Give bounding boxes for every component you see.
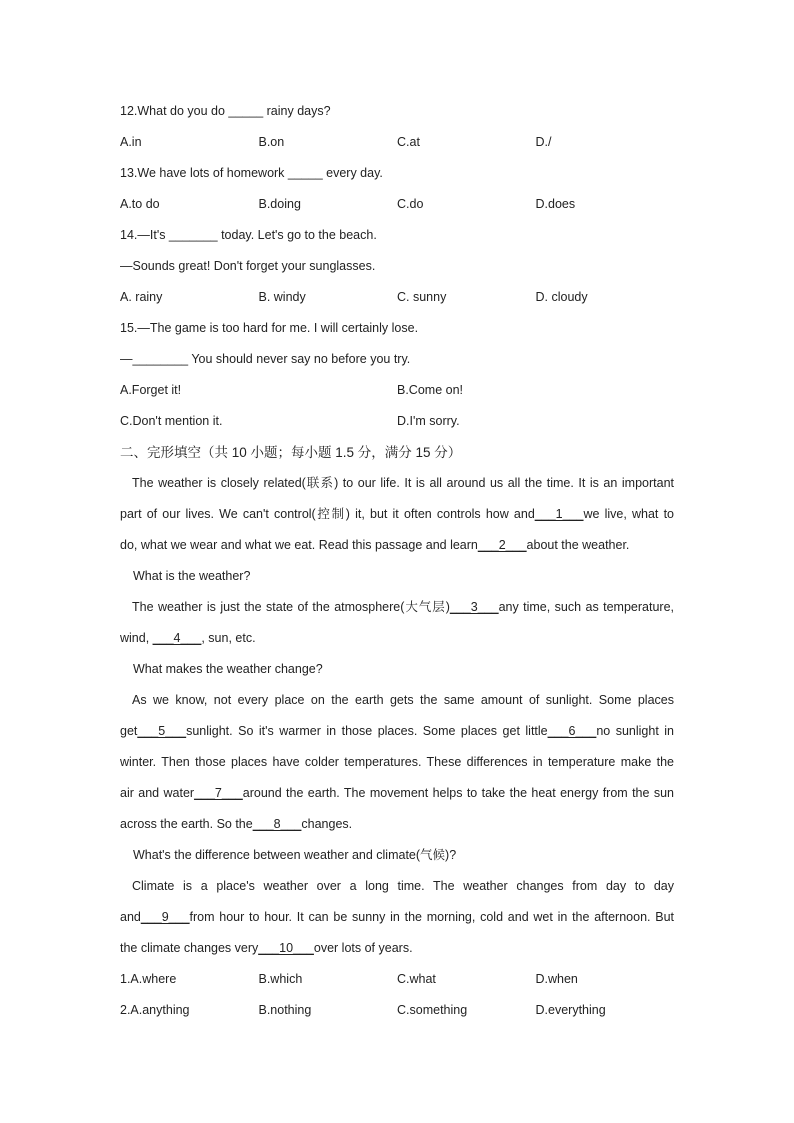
passage-line: winter. Then those places have colder temperatures. These differences in temperature make the (120, 755, 674, 769)
option-d: D. cloudy (535, 290, 588, 304)
section-2-title: 二、完形填空（共 10 小题；每小题 1.5 分，满分 15 分） (120, 445, 462, 460)
cloze-blank-6: ___6___ (547, 724, 597, 738)
question-13-stem: 13.We have lots of homework _____ every day. (120, 166, 383, 180)
passage-line (120, 592, 674, 623)
cloze-2-options (120, 995, 674, 1026)
passage-text: across the earth. So the (120, 817, 253, 831)
option-b: B.Come on! (397, 383, 464, 397)
passage-text: the climate changes very (120, 941, 259, 955)
passage-text: The weather is just the state of the atmosphere(大气层) (132, 600, 450, 614)
exam-page (120, 96, 674, 1026)
option-c: C.do (397, 197, 424, 211)
passage-text: sunlight. So it's warmer in those places. Some places get little (186, 724, 548, 738)
question-14-stem: 14.—It's _______ today. Let's go to the beach. (120, 228, 377, 242)
question-14-reply: —Sounds great! Don't forget your sunglasses. (120, 259, 376, 273)
passage-text: do, what we wear and what we eat. Read this passage and learn (120, 538, 478, 552)
passage-subheading: What makes the weather change? (133, 662, 323, 676)
passage-text: air and water (120, 786, 195, 800)
cloze-blank-5: ___5___ (137, 724, 187, 738)
passage-line (120, 902, 674, 933)
option-a: 2.A.anything (120, 1003, 190, 1017)
option-a: A. rainy (120, 290, 163, 304)
question-14-options (120, 282, 674, 313)
option-d: D.I'm sorry. (397, 414, 460, 428)
option-d: D.does (535, 197, 576, 211)
question-12-stem: 12.What do you do _____ rainy days? (120, 104, 331, 118)
option-d: D./ (535, 135, 552, 149)
cloze-blank-10: ___10___ (258, 941, 314, 955)
passage-text: about the weather. (526, 538, 630, 552)
question-12-options (120, 127, 674, 158)
question-13-options (120, 189, 674, 220)
option-b: B.on (258, 135, 285, 149)
option-c: C.Don't mention it. (120, 414, 223, 428)
cloze-blank-8: ___8___ (252, 817, 302, 831)
passage-text: wind, (120, 631, 150, 645)
cloze-passage (120, 468, 674, 964)
cloze-blank-9: ___9___ (140, 910, 190, 924)
option-c: C.what (397, 972, 436, 986)
option-a: A.to do (120, 197, 160, 211)
cloze-blank-2: ___2___ (477, 538, 527, 552)
cloze-1-options (120, 964, 674, 995)
option-d: D.when (535, 972, 578, 986)
question-15-options-row2 (120, 406, 674, 437)
passage-text: from hour to hour. It can be sunny in the morning, cold and wet in the afternoon. But (189, 910, 674, 924)
passage-text: part of our lives. We can't control(控制) it, but it often controls how and (120, 507, 535, 521)
cloze-blank-7: ___7___ (194, 786, 243, 800)
passage-text: , sun, etc. (201, 631, 256, 645)
passage-text: changes. (301, 817, 353, 831)
option-b: B.nothing (258, 1003, 312, 1017)
option-a: 1.A.where (120, 972, 177, 986)
passage-line (120, 530, 674, 561)
passage-line (120, 809, 674, 840)
passage-line: Climate is a place's weather over a long time. The weather changes from day to day (132, 879, 674, 893)
option-a: A.Forget it! (120, 383, 182, 397)
passage-line (120, 499, 674, 530)
question-15-options-row1 (120, 375, 674, 406)
option-c: C. sunny (397, 290, 447, 304)
option-b: B.doing (258, 197, 301, 211)
passage-line (120, 716, 674, 747)
question-15-stem: 15.—The game is too hard for me. I will certainly lose. (120, 321, 419, 335)
passage-text: any time, such as temperature, (498, 600, 675, 614)
passage-text: and (120, 910, 141, 924)
option-b: B. windy (258, 290, 306, 304)
option-c: C.at (397, 135, 420, 149)
passage-text: we live, what to (583, 507, 674, 521)
passage-text: over lots of years. (313, 941, 413, 955)
option-d: D.everything (535, 1003, 606, 1017)
passage-line: As we know, not every place on the earth gets the same amount of sunlight. Some places (132, 693, 674, 707)
cloze-blank-3: ___3___ (449, 600, 499, 614)
option-b: B.which (258, 972, 303, 986)
passage-text: no sunlight in (596, 724, 675, 738)
option-c: C.something (397, 1003, 468, 1017)
passage-subheading: What is the weather? (133, 569, 251, 583)
cloze-blank-1: ___1___ (534, 507, 584, 521)
question-15-reply: —________ You should never say no before you try. (120, 352, 411, 366)
passage-line (120, 933, 674, 964)
option-a: A.in (120, 135, 142, 149)
passage-line (120, 778, 674, 809)
passage-subheading: What's the difference between weather and climate(气候)? (133, 848, 457, 862)
passage-text: around the earth. The movement helps to take the heat energy from the sun (242, 786, 674, 800)
passage-line (120, 623, 674, 654)
passage-text: get (120, 724, 138, 738)
cloze-blank-4: ___4___ (152, 631, 202, 645)
passage-line: The weather is closely related(联系) to our life. It is all around us all the time. It is an important (132, 476, 674, 490)
